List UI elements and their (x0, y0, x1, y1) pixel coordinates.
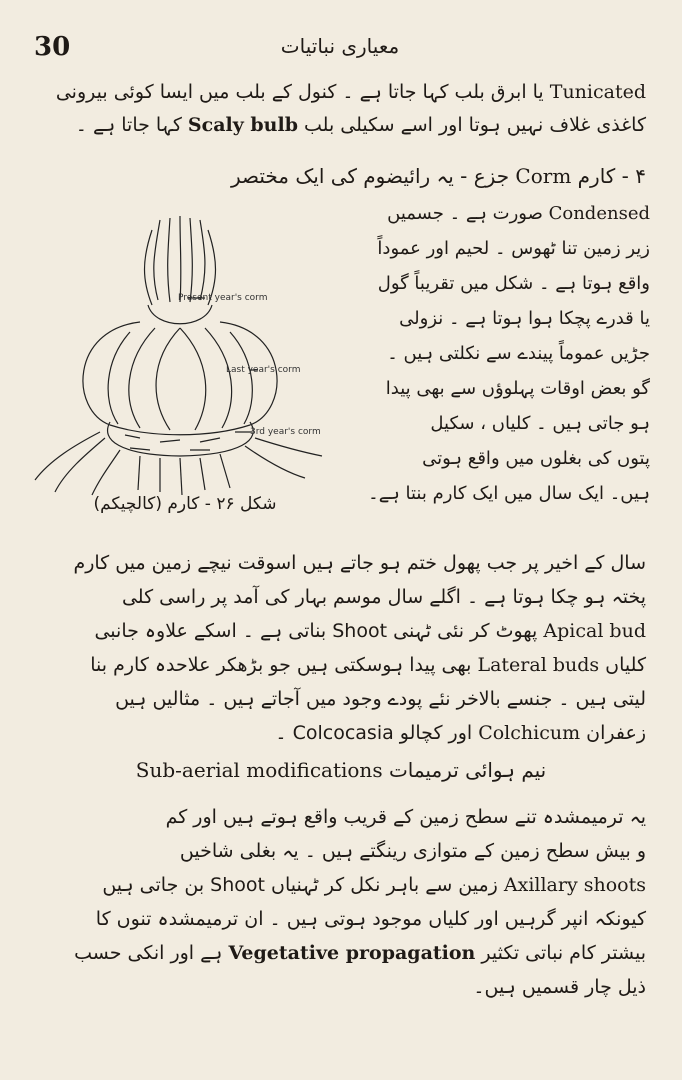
figure-caption: شکل ۲۶ - کارم (کالچیکم) (93, 494, 277, 514)
text-line: پتوں کی بغلوں میں واقع ہوتی (422, 448, 650, 469)
heading-english: Sub-aerial modifications (135, 758, 383, 782)
text-line: لیتی ہیں ۔ جنسے بالاخر نئے پودے وجود میں آجاتے ہیں ۔ مثالیں ہیں (115, 688, 646, 710)
text-line: زعفران Colchicum اور کچالو Colcocasia ۔ (275, 722, 646, 744)
text-line: کیونکہ انپر گرہیں اور کلیاں موجود ہوتی ہیں ۔ ان ترمیمشدہ تنوں کا (95, 908, 646, 930)
corm-figure (30, 210, 330, 530)
text-line: گو بعض اوقات پہلوؤں سے بھی پیدا (385, 378, 650, 399)
text-line: یہ ترمیمشدہ تنے سطح زمین کے قریب واقع ہوتے ہیں اور کم (165, 806, 646, 828)
text-line: ۴ - کارم Corm جزع - یہ رائیضوم کی ایک مختصر (230, 164, 646, 188)
text-line: ذیل چار قسمیں ہیں۔ (473, 976, 646, 998)
section-heading (0, 758, 682, 782)
top-paragraph (22, 76, 646, 142)
text-line: واقع ہوتا ہے ۔ شکل میں تقریباً گول (377, 273, 650, 294)
page-number: 30 (34, 32, 71, 62)
middle-paragraph (22, 546, 646, 750)
text-line: ہیں۔ ایک سال میں ایک کارم بنتا ہے۔ (368, 483, 650, 504)
text-line: کلیاں Lateral buds بھی پیدا ہوسکتی ہیں جو بڑھکر علاحدہ کارم بنا (90, 654, 646, 676)
label-third-corm: 3rd year's corm (250, 427, 321, 437)
text-line: یا قدرے پچکا ہوا ہوتا ہے ۔ نزولی (399, 308, 650, 329)
text-line: پختہ ہو چکا ہوتا ہے ۔ اگلے سال موسم بہار کی آمد پر راسی کلی (121, 586, 646, 608)
text-line: Apical bud پھوٹ کر نئی ٹہنی Shoot بناتی ہے ۔ اسکے علاوہ جانبی (94, 620, 646, 642)
text-line: و بیش سطح زمین کے متوازی رینگتے ہیں ۔ یہ بغلی شاخیں (179, 840, 646, 862)
text-line: سال کے اخیر پر جب پھول ختم ہو جاتے ہیں اسوقت نیچے زمین میں کارم (73, 552, 646, 574)
text-line: جڑیں عموماً پیندے سے نکلتی ہیں ۔ (387, 343, 650, 364)
bottom-paragraph (22, 800, 646, 1004)
text-line: Axillary shoots زمین سے باہر نکل کر ٹہنیاں Shoot بن جاتی ہیں (102, 874, 646, 896)
corm-drawing (30, 210, 330, 500)
text-line: زیر زمین تنا ٹھوس ۔ لحیم اور عموداً (377, 238, 650, 259)
text-line: بیشتر کام نباتی تکثیر Vegetative propagation ہے اور انکی حسب (74, 942, 646, 964)
heading-urdu: نیم ہوائی ترمیمات (388, 758, 547, 782)
text-line: Condensed صورت ہے ۔ جسمیں (387, 203, 650, 224)
label-last-corm: Last year's corm (226, 365, 301, 375)
label-present-corm: Present year's corm (178, 293, 268, 303)
side-column (332, 196, 650, 511)
text-line: Tunicated یا ابرق بلب کہا جاتا ہے ۔ کنول کے بلب میں ایسا کوئی بیرونی (55, 81, 646, 103)
running-title: معیاری نباتیات (280, 34, 400, 58)
text-line: کاغذی غلاف نہیں ہوتا اور اسے سکیلی بلب Scaly bulb کہا جاتا ہے ۔ (75, 114, 646, 136)
page-header (0, 28, 682, 68)
text-line: ہو جاتی ہیں ۔ کلیاں ، سکیل (430, 413, 650, 434)
corm-intro (22, 160, 646, 193)
